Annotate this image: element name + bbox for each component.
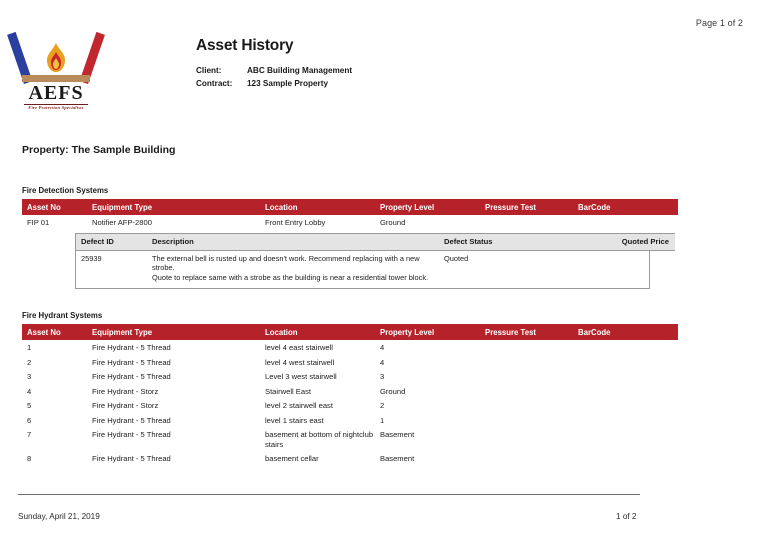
cell-asset-no: 5 xyxy=(27,401,32,410)
cell-equipment-type: Fire Hydrant - 5 Thread xyxy=(92,357,171,367)
cell-equipment-type: Notifier AFP-2800 xyxy=(92,218,152,227)
cell-asset-no: 3 xyxy=(27,372,32,381)
cell-asset-no: 2 xyxy=(27,357,32,367)
defect-cell-defect-id: 25939 xyxy=(81,253,102,263)
cell-property-level: 4 xyxy=(380,357,385,367)
cell-location: basement at bottom of nightclub stairs xyxy=(265,430,374,449)
cell-location: level 2 stairwell east xyxy=(265,401,333,410)
page-indicator: Page 1 of 2 xyxy=(695,18,743,28)
cell-property-level: 4 xyxy=(380,343,385,352)
property-title: Property: The Sample Building xyxy=(22,144,176,156)
table-header-row xyxy=(22,324,678,340)
contract-label: Contract: xyxy=(196,79,233,88)
fire-triangle-flame-icon xyxy=(20,30,92,82)
cell-barcode xyxy=(573,340,678,355)
cell-pressure-test xyxy=(480,355,573,370)
cell-location: Stairwell East xyxy=(265,386,312,396)
cell-pressure-test xyxy=(480,427,573,451)
cell-property-level: 1 xyxy=(380,415,385,425)
cell-pressure-test xyxy=(480,413,573,428)
cell-equipment-type: Fire Hydrant - 5 Thread xyxy=(92,372,171,381)
meta-row-client xyxy=(196,64,352,77)
cell-property-level: Ground xyxy=(380,386,406,396)
footer-divider xyxy=(18,494,640,495)
cell-barcode xyxy=(573,369,678,384)
table-row[interactable] xyxy=(22,427,678,451)
defect-table-row[interactable] xyxy=(76,250,675,288)
defect-cell-description: The external bell is rusted up and doesn't work. Recommend replacing with a new strobe. Quote to replace same with a strobe as the building is near a residential tower block. xyxy=(152,253,429,282)
cell-asset-no: 8 xyxy=(27,454,32,463)
client-label: Client: xyxy=(196,66,222,75)
cell-pressure-test xyxy=(480,369,573,384)
column-header[interactable]: BarCode xyxy=(573,199,678,215)
table-row[interactable] xyxy=(22,451,678,466)
meta-row-contract xyxy=(196,77,352,90)
cell-asset-no: 1 xyxy=(27,343,32,352)
defect-table xyxy=(76,233,675,289)
cell-pressure-test xyxy=(480,398,573,413)
column-header[interactable]: Equipment Type xyxy=(87,199,260,215)
page-title: Asset History xyxy=(196,37,294,54)
column-header[interactable]: BarCode xyxy=(573,324,678,340)
cell-location: Front Entry Lobby xyxy=(265,218,326,227)
cell-location: basement cellar xyxy=(265,454,319,463)
cell-pressure-test xyxy=(480,451,573,466)
asset-table xyxy=(22,199,678,289)
section-fire-hydrant-systems xyxy=(22,311,648,466)
column-header[interactable]: Property Level xyxy=(375,324,480,340)
column-header[interactable]: Pressure Test xyxy=(480,324,573,340)
triangle-base xyxy=(22,75,90,82)
defect-cell xyxy=(22,230,678,290)
defect-column-header[interactable]: Description xyxy=(147,233,439,250)
cell-equipment-type: Fire Hydrant - 5 Thread xyxy=(92,343,171,352)
cell-asset-no: 4 xyxy=(27,386,32,396)
defect-header-row xyxy=(76,233,675,250)
logo-tagline: Fire Protection Specialists xyxy=(28,105,84,110)
section-fire-detection-systems xyxy=(22,186,669,289)
cell-location: level 4 east stairwell xyxy=(265,343,333,352)
defect-panel xyxy=(75,233,669,290)
footer-date: Sunday, April 21, 2019 xyxy=(18,512,100,521)
defect-cell-quoted-price xyxy=(564,250,675,288)
defect-cell-defect-status: Quoted xyxy=(444,253,469,263)
section-title: Fire Hydrant Systems xyxy=(22,311,103,320)
cell-property-level: Basement xyxy=(380,454,415,463)
table-header-row xyxy=(22,199,678,215)
footer-page-number: 1 of 2 xyxy=(616,512,637,521)
column-header[interactable]: Location xyxy=(260,324,375,340)
cell-pressure-test xyxy=(480,340,573,355)
cell-pressure-test xyxy=(480,215,573,230)
cell-asset-no: FIP 01 xyxy=(27,218,50,227)
cell-location: level 1 stairs east xyxy=(265,415,324,425)
defect-row-container xyxy=(22,230,678,290)
client-value: ABC Building Management xyxy=(247,66,353,75)
asset-table xyxy=(22,324,678,466)
cell-equipment-type: Fire Hydrant - Storz xyxy=(92,401,159,410)
defect-column-header[interactable]: Defect ID xyxy=(76,233,147,250)
cell-equipment-type: Fire Hydrant - 5 Thread xyxy=(92,415,171,425)
table-row[interactable] xyxy=(22,355,678,370)
defect-column-header[interactable]: Quoted Price xyxy=(564,233,675,250)
cell-barcode xyxy=(573,413,678,428)
cell-barcode xyxy=(573,427,678,451)
column-header[interactable]: Location xyxy=(260,199,375,215)
cell-property-level: 2 xyxy=(380,401,385,410)
company-logo xyxy=(18,30,94,110)
cell-equipment-type: Fire Hydrant - Storz xyxy=(92,386,159,396)
cell-property-level: 3 xyxy=(380,372,385,381)
flame-icon xyxy=(45,43,67,73)
table-row[interactable] xyxy=(22,413,678,428)
cell-property-level: Ground xyxy=(380,218,406,227)
table-row[interactable] xyxy=(22,215,678,230)
contract-value: 123 Sample Property xyxy=(247,79,329,88)
cell-location: level 4 west stairwell xyxy=(265,357,335,367)
cell-equipment-type: Fire Hydrant - 5 Thread xyxy=(92,430,171,439)
cell-property-level: Basement xyxy=(380,430,415,439)
section-title: Fire Detection Systems xyxy=(22,186,109,195)
column-header[interactable]: Equipment Type xyxy=(87,324,260,340)
cell-barcode xyxy=(573,355,678,370)
table-row[interactable] xyxy=(22,384,678,399)
document-meta xyxy=(196,64,352,90)
cell-location: Level 3 west stairwell xyxy=(265,372,337,381)
column-header[interactable]: Asset No xyxy=(22,199,87,215)
cell-barcode xyxy=(573,384,678,399)
cell-equipment-type: Fire Hydrant - 5 Thread xyxy=(92,454,171,463)
cell-asset-no: 6 xyxy=(27,415,32,425)
table-row[interactable] xyxy=(22,369,678,384)
column-header[interactable]: Pressure Test xyxy=(480,199,573,215)
cell-barcode xyxy=(573,215,678,230)
column-header[interactable]: Property Level xyxy=(375,199,480,215)
defect-column-header[interactable]: Defect Status xyxy=(439,233,564,250)
logo-wordmark: AEFS xyxy=(28,82,84,104)
table-row[interactable] xyxy=(22,340,678,355)
cell-barcode xyxy=(573,398,678,413)
cell-pressure-test xyxy=(480,384,573,399)
cell-asset-no: 7 xyxy=(27,430,32,439)
cell-barcode xyxy=(573,451,678,466)
column-header[interactable]: Asset No xyxy=(22,324,87,340)
table-row[interactable] xyxy=(22,398,678,413)
